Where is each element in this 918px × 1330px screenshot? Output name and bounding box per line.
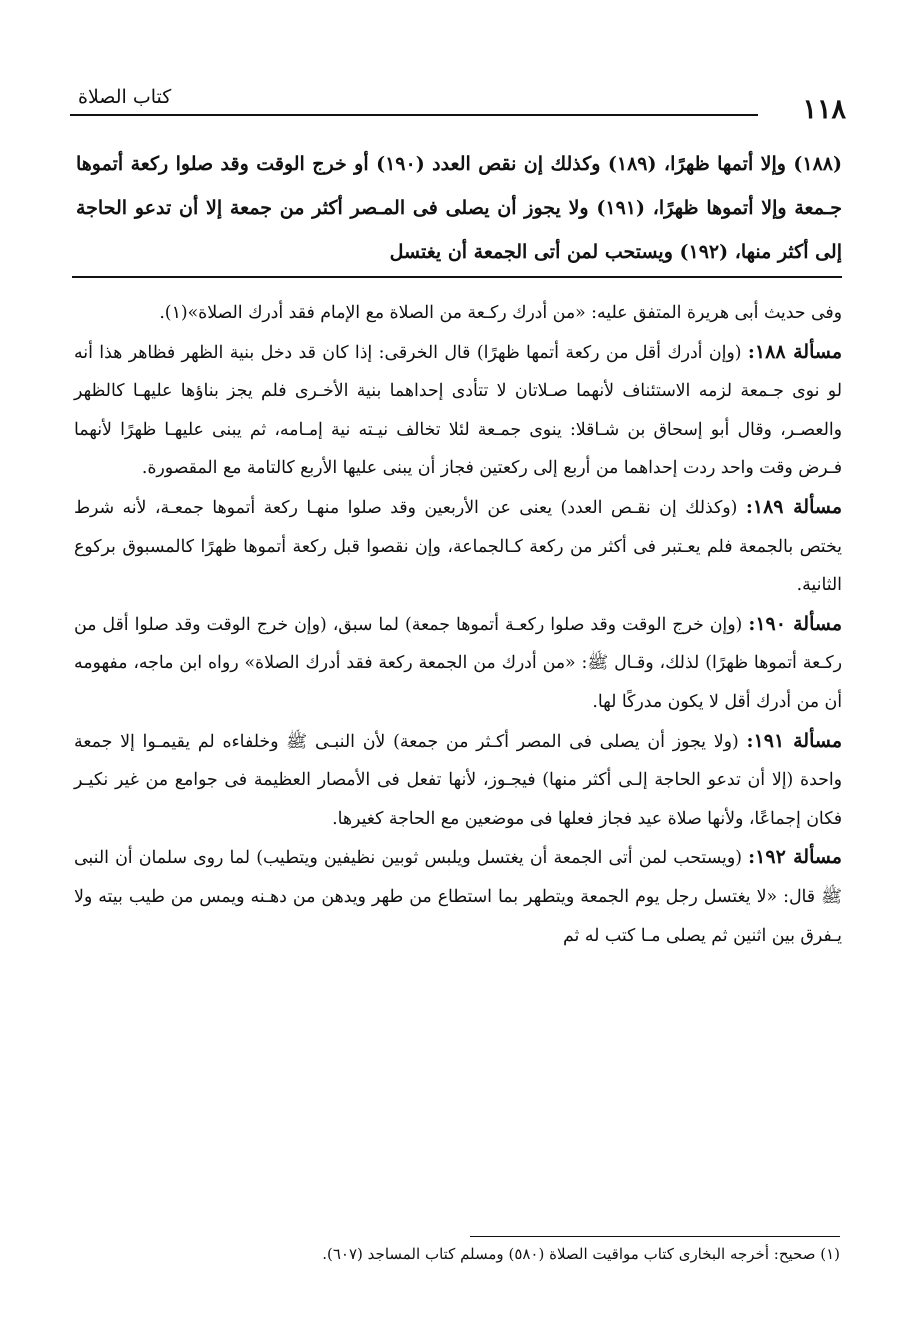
masala-text: (وإن أدرك أقل من ركعة أتمها ظهرًا) قال الخرقى: إذا كان قد دخل بنية الظهر فظاهر هذا أنه لو نوى جـمعة لزمه الاستئناف لأنهما صـلاتان لا تتأدى إحداهما بنية الأخـرى فلم يجز بناؤها عليهـا كالظهر والعصـر، وقال أبو إسحاق بن شـاقلا: ينوى جمـعة لئلا تخالف نيـته نية إمـامه، ثم يبنى عليهـا ظهرًا لأنهما فـرض وقت واحد ردت إحداهما من أربع إلى ركعتين فجاز أن يبنى عليها الأربع كالتامة مع المقصورة.: [74, 342, 842, 479]
masala-188: [74, 333, 842, 488]
masala-189: [74, 488, 842, 605]
masala-text: (ولا يجوز أن يصلى فى المصر أكـثر من جمعة) لأن النبـى ﷺ وخلفاءه لم يقيمـوا إلا جمعة واحدة (إلا أن تدعو الحاجة إلـى أكثر منها) فيجـوز، لأنها تفعل فى الأمصار العظيمة فى جوامع من غير نكيـر فكان إجماعًا، ولأنها صلاة عيد فجاز فعلها فى موضعين مع الحاجة كغيرها.: [74, 731, 842, 829]
commentary: [74, 294, 842, 955]
masala-192: [74, 838, 842, 955]
matn-separator-rule: [72, 276, 842, 278]
masala-191: [74, 722, 842, 839]
masala-heading: مسألة ١٨٨:: [747, 340, 842, 363]
page-header: [70, 86, 846, 126]
page-number: ١١٨: [802, 94, 846, 125]
masala-190: [74, 605, 842, 722]
masala-heading: مسألة ١٩١:: [746, 729, 842, 752]
matn-text: (١٨٨) وإلا أتمها ظهرًا، (١٨٩) وكذلك إن نقص العدد (١٩٠) أو خرج الوقت وقد صلوا ركعة أتموها جـمعة وإلا أتموها ظهرًا، (١٩١) ولا يجوز أن يصلى فى المـصر أكثر من جمعة إلا أن تدعو الحاجة إلى أكثر منها، (١٩٢) ويستحب لمن أتى الجمعة أن يغتسل: [76, 153, 842, 263]
footnote-rule: [470, 1236, 840, 1237]
masala-heading: مسألة ١٨٩:: [745, 495, 842, 518]
masala-heading: مسألة ١٩٢:: [748, 846, 842, 869]
masala-heading: مسألة ١٩٠:: [748, 612, 842, 635]
footnote: (١) صحيح: أخرجه البخارى كتاب مواقيت الصلاة (٥٨٠) ومسلم كتاب المساجد (٦٠٧).: [322, 1245, 840, 1263]
commentary-intro: وفى حديث أبى هريرة المتفق عليه: «من أدرك ركـعة من الصلاة مع الإمام فقد أدرك الصلاة»(١).: [159, 303, 842, 323]
running-title: كتاب الصلاة: [70, 86, 173, 108]
header-rule: [70, 114, 758, 116]
masala-text: (وكذلك إن نقـص العدد) يعنى عن الأربعين وقد صلوا منهـا ركعة أتموها جمعـة، لأنه شرط يختص بالجمعة فلم يعـتبر فى أكثر من ركعة كـالجماعة، وإن نقصوا قبل ركعة أتموها ظهرًا كالمسبوق بركوع الثانية.: [74, 497, 842, 596]
masala-text: (ويستحب لمن أتى الجمعة أن يغتسل ويلبس ثوبين نظيفين ويتطيب) لما روى سلمان أن النبى ﷺ قال: «لا يغتسل رجل يوم الجمعة ويتطهر بما استطاع من طهر ويدهن من دهـنه ويمس من طيب بيته ولا يـفرق بين اثنين ثم يصلى مـا كتب له ثم: [74, 848, 842, 946]
masala-text: (وإن خرج الوقت وقد صلوا ركعـة أتموها جمعة) لما سبق، (وإن خرج الوقت وقد صلوا أقل من ركـعة أتموها ظهرًا) لذلك، وقـال ﷺ: «من أدرك من الجمعة ركعة فقد أدرك الصلاة» رواه ابن ماجه، مفهومه أن من أدرك أقل لا يكون مدركًا لها.: [74, 614, 842, 712]
